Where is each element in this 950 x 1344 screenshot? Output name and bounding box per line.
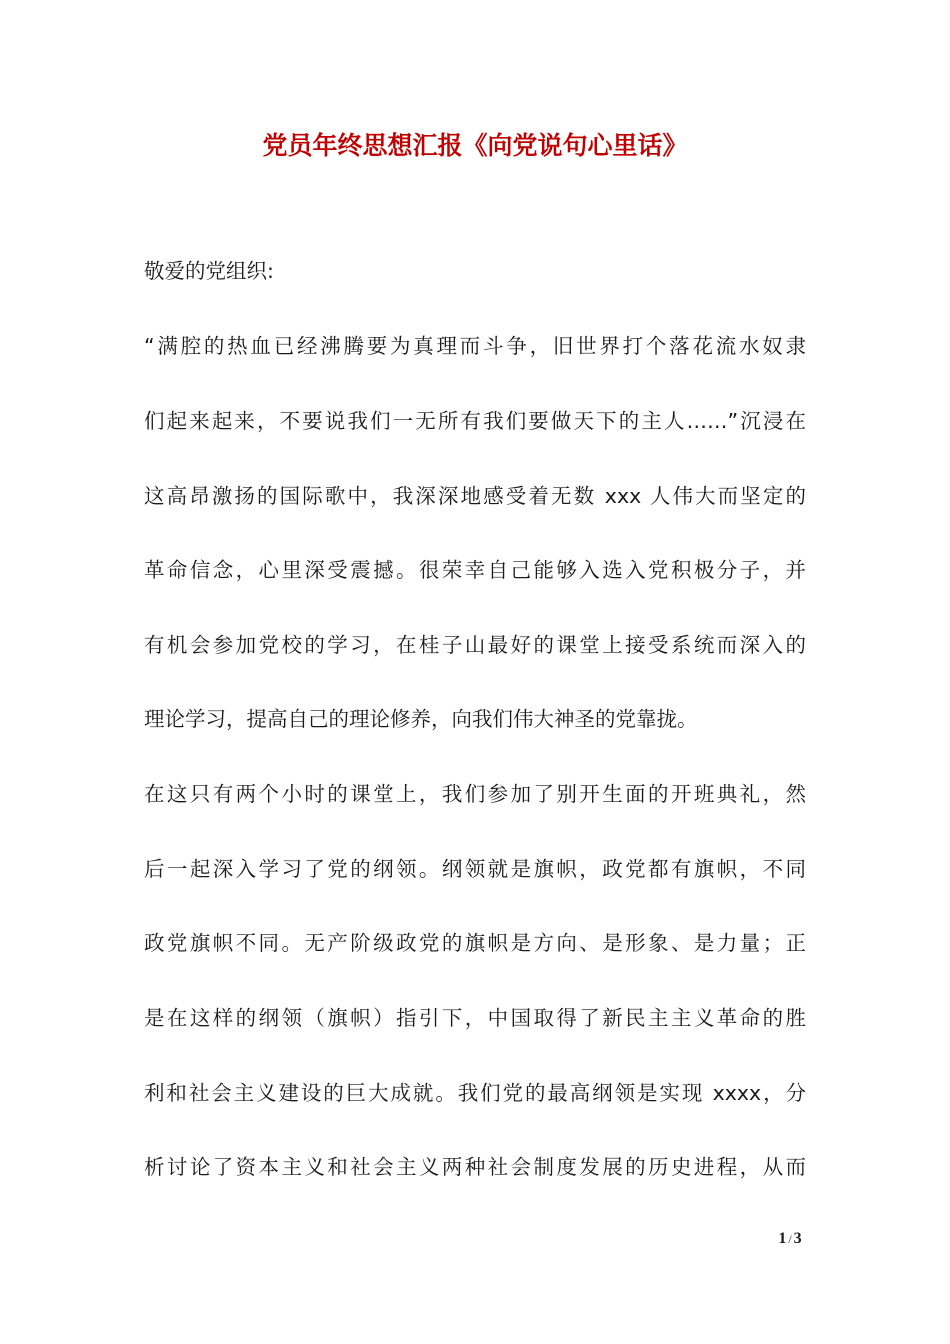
page-number-separator: /	[788, 1232, 792, 1246]
document-title: 党员年终思想汇报《向党说句心里话》	[262, 131, 688, 160]
page-number-current: 1	[778, 1230, 787, 1247]
body-line-1: “满腔的热血已经沸腾要为真理而斗争，旧世界打个落花流水奴隶	[144, 334, 806, 358]
body-line-2: 们起来起来，不要说我们一无所有我们要做天下的主人……”沉浸在	[144, 409, 806, 433]
page-number	[770, 1228, 810, 1250]
body-line-11: 利和社会主义建设的巨大成就。我们党的最高纲领是实现 xxxx，分	[144, 1081, 806, 1105]
body-line-9: 政党旗帜不同。无产阶级政党的旗帜是方向、是形象、是力量；正	[144, 931, 806, 955]
page-number-total: 3	[793, 1230, 802, 1247]
body-line-6: 理论学习，提高自己的理论修养，向我们伟大神圣的党靠拢。	[144, 707, 698, 731]
body-line-7: 在这只有两个小时的课堂上，我们参加了别开生面的开班典礼，然	[144, 782, 806, 806]
body-line-8: 后一起深入学习了党的纲领。纲领就是旗帜，政党都有旗帜，不同	[144, 857, 806, 881]
salutation: 敬爱的党组织:	[144, 259, 274, 283]
body-line-3: 这高昂激扬的国际歌中，我深深地感受着无数 xxx 人伟大而坚定的	[144, 484, 806, 508]
body-line-12: 析讨论了资本主义和社会主义两种社会制度发展的历史进程，从而	[144, 1155, 806, 1179]
body-line-4: 革命信念，心里深受震撼。很荣幸自己能够入选入党积极分子，并	[144, 558, 806, 582]
body-line-5: 有机会参加党校的学习，在桂子山最好的课堂上接受系统而深入的	[144, 633, 806, 657]
body-line-10: 是在这样的纲领（旗帜）指引下，中国取得了新民主主义革命的胜	[144, 1006, 806, 1030]
